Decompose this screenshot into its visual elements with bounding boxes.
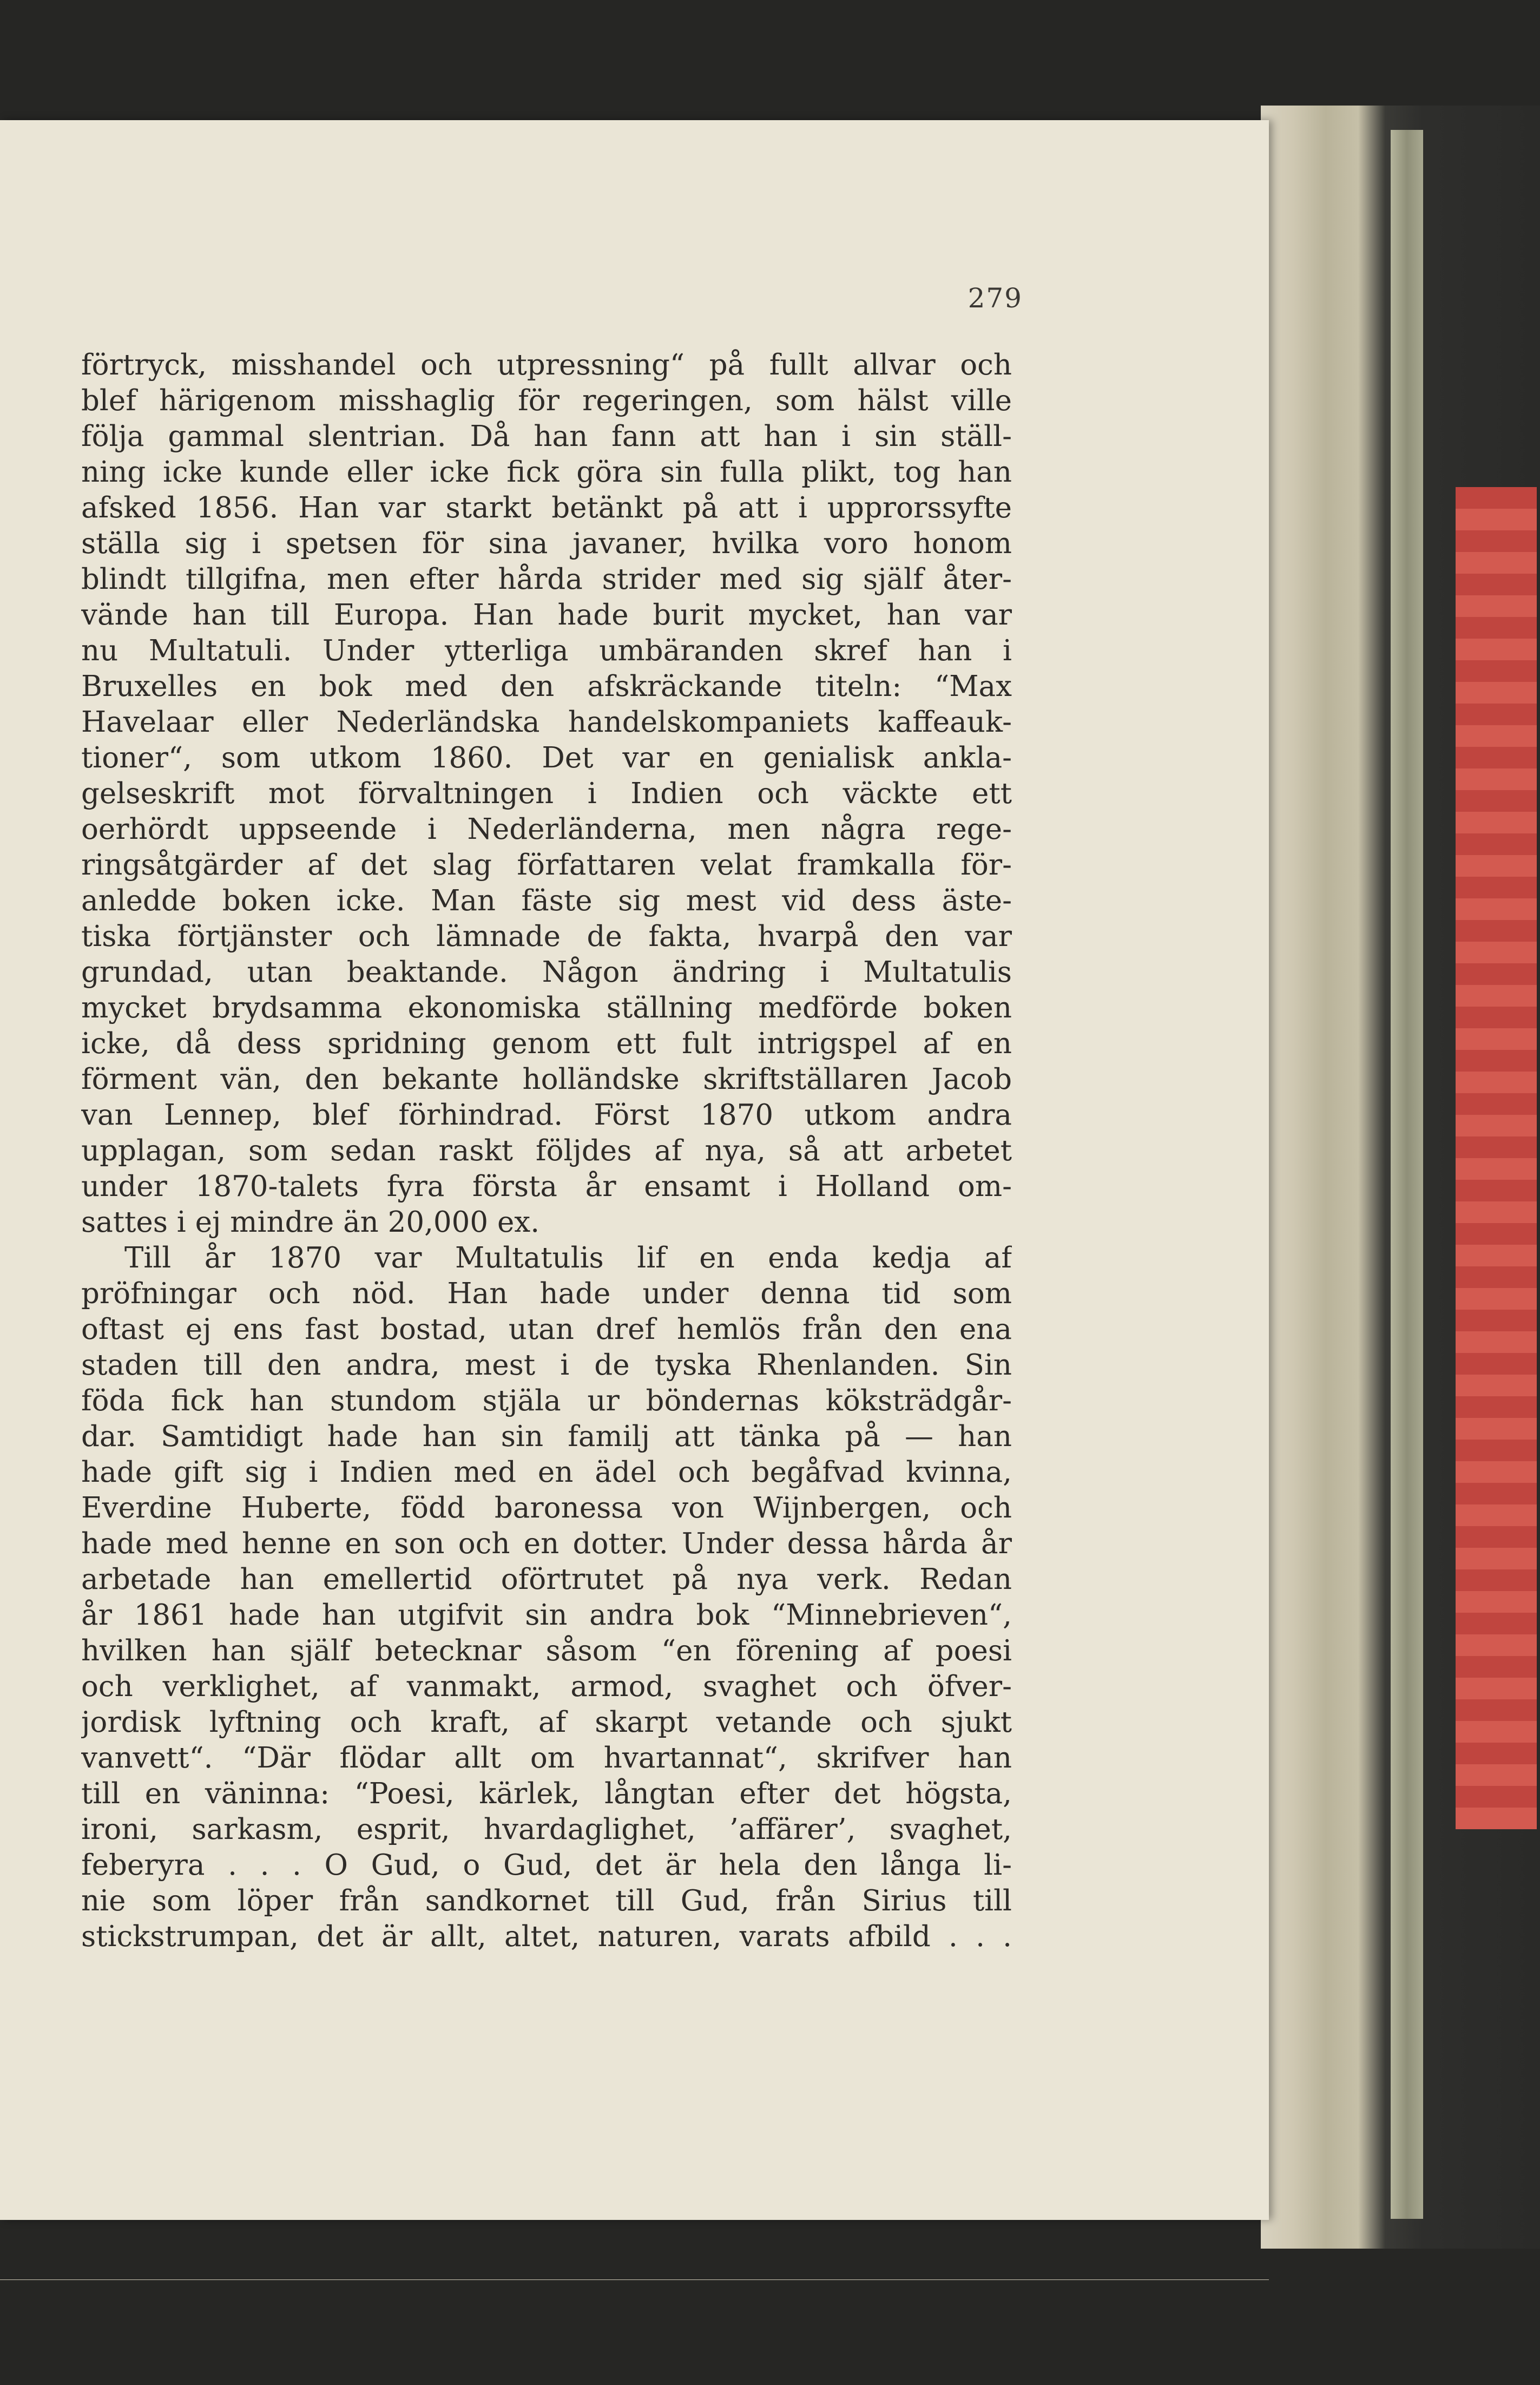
- text-line: icke, då dess spridning genom ett fult intrigspel af en: [81, 1027, 1012, 1060]
- page-crease: [0, 2279, 1269, 2280]
- text-line: jordisk lyftning och kraft, af skarpt vetande och sjukt: [81, 1706, 1012, 1739]
- book-spine-red-pattern: [1456, 487, 1537, 1829]
- text-line: ställa sig i spetsen för sina javaner, hvilka voro honom: [81, 527, 1012, 560]
- text-line: hvilken han själf betecknar såsom “en förening af poesi: [81, 1634, 1012, 1667]
- text-line: och verklighet, af vanmakt, armod, svaghet och öfver-: [81, 1670, 1012, 1703]
- text-line: mycket brydsamma ekonomiska ställning medförde boken: [81, 991, 1012, 1024]
- text-line: upplagan, som sedan raskt följdes af nya, så att arbetet: [81, 1134, 1012, 1167]
- text-line: gelseskrift mot förvaltningen i Indien och väckte ett: [81, 777, 1012, 810]
- text-line: pröfningar och nöd. Han hade under denna tid som: [81, 1277, 1012, 1310]
- body-text: [81, 347, 1012, 1955]
- text-line: grundad, utan beaktande. Någon ändring i Multatulis: [81, 956, 1012, 989]
- text-line: nu Multatuli. Under ytterliga umbäranden skref han i: [81, 634, 1012, 667]
- text-line: föda fick han stundom stjäla ur böndernas köksträdgår-: [81, 1384, 1012, 1417]
- text-line: staden till den andra, mest i de tyska Rhenlanden. Sin: [81, 1349, 1012, 1382]
- text-line: hade med henne en son och en dotter. Under dessa hårda år: [81, 1527, 1012, 1560]
- text-line: ringsåtgärder af det slag författaren velat framkalla för-: [81, 849, 1012, 882]
- text-line: ning icke kunde eller icke fick göra sin fulla plikt, tog han: [81, 456, 1012, 489]
- text-line: Bruxelles en bok med den afskräckande titeln: “Max: [81, 670, 1012, 703]
- text-line: förtryck, misshandel och utpressning“ på fullt allvar och: [81, 349, 1012, 382]
- text-line: under 1870-talets fyra första år ensamt i Holland om-: [81, 1170, 1012, 1203]
- text-line: afsked 1856. Han var starkt betänkt på att i upprorssyfte: [81, 491, 1012, 524]
- book-spine-page-edges: [1391, 130, 1423, 2219]
- text-line: nie som löper från sandkornet till Gud, från Sirius till: [81, 1884, 1012, 1917]
- text-line: oerhördt uppseende i Nederländerna, men några rege-: [81, 813, 1012, 846]
- text-line: van Lennep, blef förhindrad. Först 1870 utkom andra: [81, 1099, 1012, 1132]
- text-line: till en väninna: “Poesi, kärlek, långtan efter det högsta,: [81, 1777, 1012, 1810]
- text-line: Havelaar eller Nederländska handelskompaniets kaffeauk-: [81, 706, 1012, 739]
- text-line: tioner“, som utkom 1860. Det var en genialisk ankla-: [81, 741, 1012, 774]
- text-line: blef härigenom misshaglig för regeringen, som hälst ville: [81, 384, 1012, 417]
- text-line: blindt tillgifna, men efter hårda strider med sig själf åter-: [81, 563, 1012, 596]
- text-line: arbetade han emellertid oförtrutet på nya verk. Redan: [81, 1563, 1012, 1596]
- text-line: förment vän, den bekante holländske skriftställaren Jacob: [81, 1063, 1012, 1096]
- text-line: följa gammal slentrian. Då han fann att han i sin ställ-: [81, 420, 1012, 453]
- text-line: år 1861 hade han utgifvit sin andra bok “Minnebrieven“,: [81, 1599, 1012, 1632]
- text-line: tiska förtjänster och lämnade de fakta, hvarpå den var: [81, 920, 1012, 953]
- text-line: Everdine Huberte, född baronessa von Wijnbergen, och: [81, 1492, 1012, 1525]
- page-number: 279: [968, 282, 1023, 314]
- text-line: feberyra . . . O Gud, o Gud, det är hela den långa li-: [81, 1849, 1012, 1882]
- text-line: anledde boken icke. Man fäste sig mest vid dess äste-: [81, 884, 1012, 917]
- text-line: dar. Samtidigt hade han sin familj att tänka på — han: [81, 1420, 1012, 1453]
- text-line: vände han till Europa. Han hade burit mycket, han var: [81, 599, 1012, 632]
- text-line: sattes i ej mindre än 20,000 ex.: [81, 1206, 540, 1239]
- book-page: [0, 120, 1269, 2220]
- text-line: ironi, sarkasm, esprit, hvardaglighet, ’affärer’, svaghet,: [81, 1813, 1012, 1846]
- text-line: oftast ej ens fast bostad, utan dref hemlös från den ena: [81, 1313, 1012, 1346]
- text-line: stickstrumpan, det är allt, altet, naturen, varats afbild . . .: [81, 1920, 1012, 1953]
- text-line: vanvett“. “Där flödar allt om hvartannat“, skrifver han: [81, 1742, 1012, 1775]
- text-line: hade gift sig i Indien med en ädel och begåfvad kvinna,: [81, 1456, 1012, 1489]
- text-line: Till år 1870 var Multatulis lif en enda kedja af: [124, 1241, 1012, 1274]
